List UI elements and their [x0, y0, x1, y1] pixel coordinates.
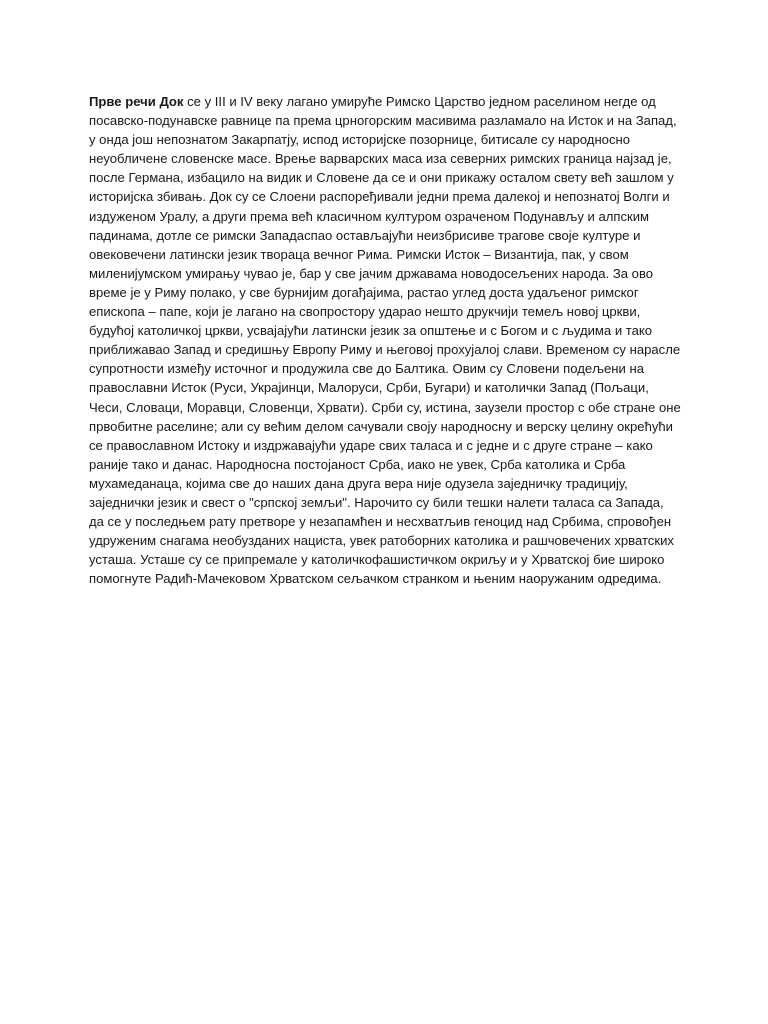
body-text: се у III и IV веку лагано умируће Римско Царство једном раселином негде од посавско-подунавске равнице па према црногорским масивима разламало на Исток и на Запад, у онда још непознатом Закарпатју, испод историјске позорнице, битисале су народносно неуобличене словенске масе. Врење варварских маса иза северних римских граница најзад је, после Германа, избацило на видик и Словене да се и они прикажу осталом свету већ зашлом у историјска збивањ. Док су се Слоени распоређивали једни према далекој и непознатој Волги и издуженом Уралу, а други према већ класичном културом озраченом Подунављу и алпским падинама, дотле се римски Западаспао остављајући неизбрисиве трагове своје културе и овековечени латински језик твораца вечног Рима. Римски Исток – Византија, пак, у свом милениjумском умирању чувао је, бар у све јачим државама новодосељених народа. За ово време је у Риму полако, у све бурнијим догађајима, растао углед доста удаљеног римског епископа – папе, који је лагано на свопростору ударао нешто друкчији темељ новој цркви, будућој католичкој цркви, усвајајући латински језик за општење и с Богом и с људима и тако приближавао Запад и средишњу Европу Риму и његовој прохујалој слави. Временом су нарасле супротности између источног и продужила све до Балтика. Овим су Словени подељени на православни Исток (Руси, Украјинци, Малоруси, Срби, Бугари) и католички Запад (Пољаци, Чеси, Словаци, Моравци, Словенци, Хрвати). Срби су, истина, заузели простор с обе стране оне првобитне раселине; али су већим делом сачували своју народносну и верску целину окрећући се православном Истоку и издржавајући ударе свих таласа и с једне и с друге стране – како раније тако и данас. Народносна постојаност Срба, иако не увек, Срба католика и Срба мухамеданаца, којима све до наших дана друга вера није одузела заједничку традицију, заједнички језик и свест о "српској земљи". Нарочито су били тешки налети таласа са Запада, да се у последњем рату претворе у незапамћен и несхватљив геноцид над Србима, спровођен удруженим снагама необузданих нациста, увек ратоборних католика и рашчовечених хрватских усташа. Усташе су се припремале у католичкофашистичком окриљу и у Хрватској бие широко помогнуте Радић-Мачековом Хрватском сељачком странком и њеним наоружаним одредима. — [89, 94, 681, 587]
lead-phrase: Прве речи Док — [89, 94, 184, 109]
body-paragraph — [89, 92, 681, 588]
